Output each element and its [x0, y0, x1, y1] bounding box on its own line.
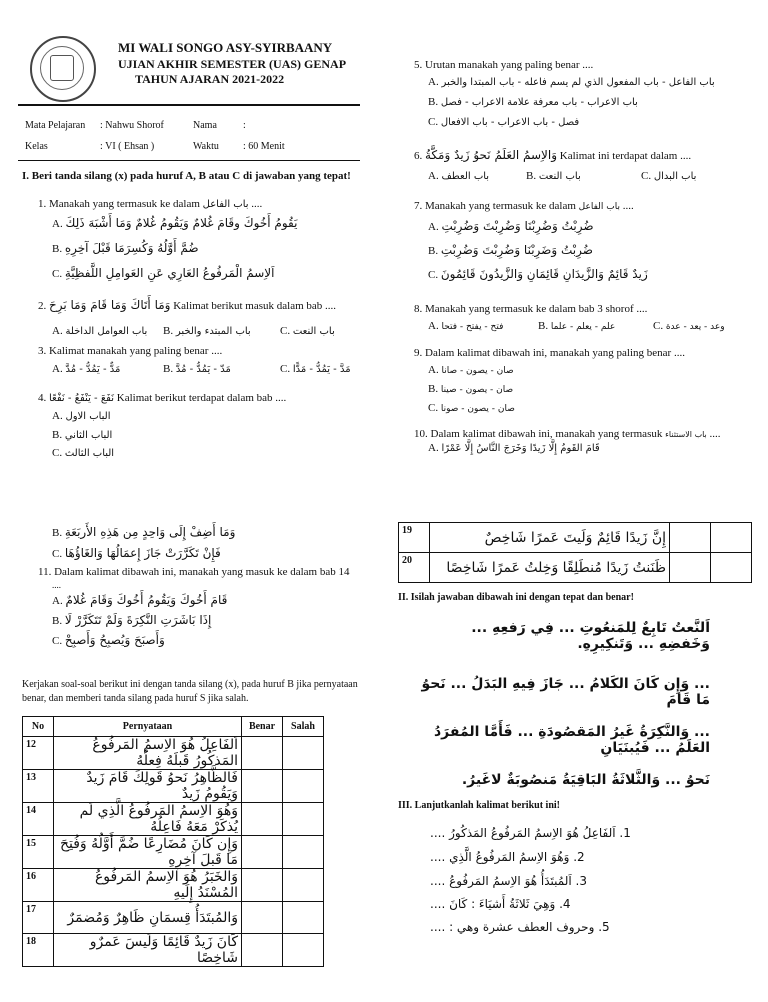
option-text: باب الاعراب - باب معرفة علامة الاعراب - فصل — [440, 97, 638, 108]
class-label: Kelas — [25, 141, 48, 152]
row-number: 12 — [23, 737, 54, 770]
option-text: زَيدٌ قَائِمٌ وَالزَّيدَانِ قَائِمَانِ وَالزَّيدُونَ قَائِمُونَ — [440, 267, 648, 281]
exam-title: UJIAN AKHIR SEMESTER (UAS) GENAP — [118, 57, 347, 71]
table-row — [23, 836, 324, 869]
question-number: 4. — [38, 392, 47, 404]
salah-cell[interactable] — [283, 869, 324, 902]
question-8: 8. Manakah yang termasuk ke dalam bab 3 shorof .... — [414, 303, 648, 315]
option-text: اَلاِسمُ الْمَرفُوعُ العَارِي عَنِ العَوامِلِ اللَّفظِيَّةِ — [64, 266, 275, 280]
table-row — [23, 869, 324, 902]
table-row — [23, 770, 324, 803]
question-number: 2. — [38, 300, 47, 312]
option-text: الباب الاول — [65, 411, 111, 422]
option-text: الباب الثالث — [64, 448, 115, 459]
question-5: 5. Urutan manakah yang paling benar .... — [414, 59, 594, 71]
section3-line-5: 5. وحروف العطف عشرة وهي : .... — [430, 920, 610, 934]
q1-option-c[interactable]: C. اَلاِسمُ الْمَرفُوعُ العَارِي عَنِ العَوامِلِ اللَّفظِيَّةِ — [52, 266, 275, 280]
q4-option-c[interactable]: C. الباب الثالث — [52, 447, 115, 459]
q7-option-c[interactable]: C. زَيدٌ قَائِمٌ وَالزَّيدَانِ قَائِمَانِ وَالزَّيدُونَ قَائِمُونَ — [428, 267, 648, 281]
section2-line-2: ... وَإِن كَانَ الكَلامُ ... جَازَ فِيهِ البَدَلُ ... نَحوُ مَا قَامَ — [421, 676, 710, 708]
q3-option-a[interactable]: A. مَدٌّ - يَمُدُّ - مُدَّ — [52, 363, 121, 375]
class-value: : VI ( Ehsan ) — [100, 141, 155, 152]
arabic-term: باب الفاعل — [578, 202, 620, 212]
question-text: 10. Dalam kalimat dibawah ini, manakah yang termasuk — [414, 428, 663, 440]
row-number: 17 — [23, 902, 54, 934]
option-text: مَدَّ - يَمُدُّ - مَدًّا — [292, 364, 351, 375]
q11-option-a[interactable]: A. قَامَ أَخُوكَ وَيَقُومُ أَخُوكَ وَقَامَ غُلامٌ — [52, 593, 228, 607]
table-row — [399, 523, 752, 553]
row-statement: وَهُوَ الاِسمُ المَرفُوعُ الَّذِي لَم يُذكَرْ مَعَهُ فَاعِلُهُ — [54, 803, 242, 836]
ellipsis: .... — [251, 198, 263, 210]
row-statement: كَانَ زَيدٌ قَائِمًا وَلَيسَ عَمرٌو شَاخِصًا — [54, 934, 242, 967]
q3-option-c[interactable]: C. مَدَّ - يَمُدُّ - مَدًّا — [280, 363, 351, 375]
row-statement: فَالظَّاهِرُ نَحوُ قَولِكَ قَامَ زَيدٌ وَيَقُومُ زَيدٌ — [54, 770, 242, 803]
row-statement: ظَنَنتُ زَيدًا مُنطَلِقًا وَخِلتُ عَمرًا شَاخِصًا — [430, 553, 670, 583]
subject-value: : Nahwu Shorof — [100, 120, 164, 131]
subject-label: Mata Pelajaran — [25, 120, 86, 131]
option-text: مَدٌّ - يَمُدُّ - مُدَّ — [65, 364, 121, 375]
row-number: 18 — [23, 934, 54, 967]
option-text: وَمَا أَضِفْ إِلَى وَاحِدٍ مِن هَذِهِ الأَربَعَةِ — [64, 525, 236, 539]
option-text: قَامَ القَومُ إِلَّا زَيدًا وَخَرَجَ النَّاسُ إِلَّا عَمْرًا — [441, 443, 600, 454]
option-text: مَدّ - يَمُدُّ - مُدَّ — [175, 364, 231, 375]
question-2 — [38, 298, 336, 312]
question-9: 9. Dalam kalimat dibawah ini, manakah yang paling benar .... — [414, 347, 685, 359]
q9-option-a[interactable]: A. صان - يصون - صانا — [428, 364, 514, 376]
row-statement: إِنَّ زَيدًا قَائِمٌ وَلَيتَ عَمرًا شَاخِصٌ — [430, 523, 670, 553]
option-text: باب العوامل الداخلة — [65, 326, 148, 337]
q8-option-c[interactable]: C. وعد - يعد - عدة — [653, 320, 725, 332]
question-number: 6. — [414, 150, 423, 162]
option-text: صان - يصون - صانا — [441, 366, 514, 376]
benar-cell[interactable] — [670, 553, 711, 583]
benar-cell[interactable] — [670, 523, 711, 553]
salah-cell[interactable] — [711, 553, 752, 583]
salah-cell[interactable] — [283, 737, 324, 770]
salah-cell[interactable] — [283, 902, 324, 934]
salah-cell[interactable] — [711, 523, 752, 553]
q11-option-c[interactable]: C. وَأَصبَحَ وَيُصبِحُ وَأَصبِحْ — [52, 633, 165, 647]
salah-cell[interactable] — [283, 803, 324, 836]
option-text: صان - يصون - صينا — [440, 385, 514, 395]
q8-option-a[interactable]: A. فتح - يفتح - فتحا — [428, 320, 504, 332]
table-row — [23, 902, 324, 934]
table-row — [399, 553, 752, 583]
question-11-ellipsis: .... — [52, 580, 61, 590]
arabic-phrase: وَمَا أَتَاكَ وَمَا قَامَ وَمَا بَرِحَ — [49, 298, 171, 312]
q1-option-b[interactable]: B. ضُمَّ أَوَّلُهُ وَكُسِرَمَا قَبْلَ آخِرِهِ — [52, 241, 199, 255]
section2-line-1: اَلنَّعتُ تَابِعٌ لِلمَنعُوتِ ... فِي رَفعِهِ ... وَخَفضِهِ ... وَتَنكِيرِهِ. — [471, 620, 710, 652]
school-year: TAHUN AJARAN 2021-2022 — [135, 72, 285, 86]
option-text: وَأَصبَحَ وَيُصبِحُ وَأَصبِحْ — [64, 633, 165, 647]
q11-option-b[interactable]: B. إِذَا بَاشَرَتِ النَّكِرَةَ وَلَمْ تَتَكَرَّرْ لَا — [52, 613, 212, 627]
question-text: Kalimat ini terdapat dalam .... — [559, 150, 692, 162]
benar-cell[interactable] — [242, 803, 283, 836]
q10-option-a[interactable]: A. قَامَ القَومُ إِلَّا زَيدًا وَخَرَجَ النَّاسُ إِلَّا عَمْرًا — [428, 442, 600, 454]
name-value: : — [243, 120, 246, 131]
question-7 — [414, 200, 634, 212]
section2-line-3: ... وَالنَّكِرَةُ غَيرُ المَقصُودَةِ ... فَأَمَّا المُفرَدُ العَلَمُ ... فَيُبنَيَانِ — [433, 724, 710, 756]
table-row — [23, 737, 324, 770]
row-statement: وَإِن كَانَ مُضَارِعًا ضُمَّ أَوَّلُهُ وَفُتِحَ مَا قَبلَ آخِرِهِ — [54, 836, 242, 869]
arabic-phrase: وَالاِسمُ العَلَمُ نَحوُ زَيدٌ وَمَكَّةُ — [425, 148, 558, 162]
q7-option-a[interactable]: A. ضُرِبْتُ وَضُرِبْنَا وَضُرِبْتَ وَضُرِبْتِ — [428, 219, 594, 233]
q7-option-b[interactable]: B. ضُرِبْتُ وَضَرِبْنَا وَضُرِبْتَ وَضُرِبْتِ — [428, 243, 593, 257]
true-false-table — [22, 716, 324, 967]
option-text: ضُرِبْتُ وَضَرِبْنَا وَضُرِبْتَ وَضُرِبْتِ — [440, 243, 593, 257]
logo-emblem-icon — [50, 55, 74, 81]
benar-cell[interactable] — [242, 770, 283, 803]
option-text: علم - يعلم - علما — [550, 322, 616, 332]
question-text: 1. Manakah yang termasuk ke dalam — [38, 198, 200, 210]
question-text: Kalimat berikut terdapat dalam bab .... — [116, 392, 287, 404]
option-text: فصل - باب الاعراب - باب الافعال — [440, 117, 580, 128]
q10-option-b[interactable]: B. وَمَا أَضِفْ إِلَى وَاحِدٍ مِن هَذِهِ الأَربَعَةِ — [52, 525, 236, 539]
q3-option-b[interactable]: B. مَدّ - يَمُدُّ - مُدَّ — [163, 363, 231, 375]
q8-option-b[interactable]: B. علم - يعلم - علما — [538, 320, 616, 332]
benar-cell[interactable] — [242, 836, 283, 869]
true-false-instruction: Kerjakan soal-soal berikut ini dengan tanda silang (x), pada huruf B jika pernyataan benar, dan memberi tanda silang pada huruf S jika salah. — [22, 679, 358, 704]
section1-heading: I. Beri tanda silang (x) pada huruf A, B atau C di jawaban yang tepat! — [22, 170, 351, 182]
true-false-table-continued — [398, 522, 752, 583]
name-label: Nama — [193, 120, 217, 131]
row-number: 16 — [23, 869, 54, 902]
question-6 — [414, 148, 691, 162]
section3-line-3: 3. اَلمُبتَدَأُ هُوَ الاِسمُ المَرفُوعُ .... — [430, 874, 587, 888]
arabic-term: باب الفاعل — [202, 199, 249, 210]
row-number: 20 — [399, 553, 430, 583]
q5-option-a[interactable]: A. باب الفاعل - باب المفعول الذي لم يسم فاعله - باب المبتدا والخبر — [428, 76, 715, 88]
q6-option-b[interactable]: B. باب النعت — [526, 170, 581, 182]
option-text: ضُرِبْتُ وَضُرِبْنَا وَضُرِبْتَ وَضُرِبْتِ — [441, 219, 594, 233]
question-text: Kalimat berikut masuk dalam bab .... — [173, 300, 337, 312]
section2-line-4: نَحوُ ... وَالثَّلاثَةُ البَاقِيَةُ مَنصُوبَةٌ لاغَيرُ. — [461, 772, 710, 788]
option-text: باب العطف — [441, 171, 490, 182]
q6-option-c[interactable]: C. باب البدال — [641, 170, 697, 182]
row-number: 15 — [23, 836, 54, 869]
col-statement: Pernyataan — [54, 717, 242, 737]
option-text: فتح - يفتح - فتحا — [441, 322, 504, 332]
school-logo — [30, 36, 96, 102]
option-text: باب الفاعل - باب المفعول الذي لم يسم فاعله - باب المبتدا والخبر — [441, 77, 715, 88]
benar-cell[interactable] — [242, 902, 283, 934]
section3-line-4: 4. وَهِيَ ثَلاثَةُ أَشيَاءَ : كَانَ .... — [430, 897, 571, 911]
section3-line-1: 1. اَلفَاعِلُ هُوَ الاِسمُ المَرفُوعُ المَذكُورُ .... — [430, 826, 631, 840]
question-4 — [38, 392, 286, 404]
question-10 — [414, 428, 721, 440]
row-statement: وَالخَبَرُ هُوَ الاِسمُ المَرفُوعُ المُسْنَدُ إِلَيهِ — [54, 869, 242, 902]
option-text: يَقُومُ أَخُوكَ وقَامَ غُلامٌ وَيَقُومُ غُلامٌ وَمَا أَشْبَهَ ذَلِكَ — [65, 216, 298, 230]
section3-line-2: 2. وَهُوَ الاِسمُ المَرفُوعُ الَّذِي .... — [430, 850, 585, 864]
option-text: باب النعت — [538, 171, 581, 182]
q5-option-c[interactable]: C. فصل - باب الاعراب - باب الافعال — [428, 116, 580, 128]
salah-cell[interactable] — [283, 836, 324, 869]
time-label: Waktu — [193, 141, 219, 152]
benar-cell[interactable] — [242, 737, 283, 770]
q2-option-a[interactable]: A. باب العوامل الداخلة — [52, 325, 148, 337]
row-number: 14 — [23, 803, 54, 836]
table-row — [23, 934, 324, 967]
q4-option-b[interactable]: B. الباب الثاني — [52, 429, 113, 441]
question-text: 7. Manakah yang termasuk ke dalam — [414, 200, 576, 212]
question-11: 11. Dalam kalimat dibawah ini, manakah yang masuk ke dalam bab 14 — [38, 566, 350, 578]
option-text: صان - يصون - صونا — [440, 404, 515, 414]
option-text: وعد - يعد - عدة — [665, 322, 725, 332]
q1-option-a[interactable]: A. يَقُومُ أَخُوكَ وقَامَ غُلامٌ وَيَقُومُ غُلامٌ وَمَا أَشْبَهَ ذَلِكَ — [52, 216, 298, 230]
col-benar: Benar — [242, 717, 283, 737]
option-text: الباب الثاني — [64, 430, 113, 441]
ellipsis: .... — [709, 428, 721, 440]
question-1 — [38, 198, 262, 210]
q9-option-c[interactable]: C. صان - يصون - صونا — [428, 402, 515, 414]
option-text: باب البدال — [653, 171, 697, 182]
option-text: باب المبتدء والخبر — [175, 326, 251, 337]
row-number: 13 — [23, 770, 54, 803]
col-salah: Salah — [283, 717, 324, 737]
ellipsis: .... — [622, 200, 634, 212]
time-value: : 60 Menit — [243, 141, 285, 152]
school-name: MI WALI SONGO ASY-SYIRBAANY — [118, 40, 333, 55]
question-3: 3. Kalimat manakah yang paling benar .... — [38, 345, 223, 357]
q9-option-b[interactable]: B. صان - يصون - صينا — [428, 383, 514, 395]
q4-option-a[interactable]: A. الباب الاول — [52, 410, 111, 422]
option-text: قَامَ أَخُوكَ وَيَقُومُ أَخُوكَ وَقَامَ غُلامٌ — [65, 593, 228, 607]
row-statement: وَالمُبتَدَأُ قِسمَانِ ظَاهِرٌ وَمُضمَرٌ — [54, 902, 242, 934]
benar-cell[interactable] — [242, 934, 283, 967]
q10-option-c[interactable]: C. فَإِنْ تَكَرَّرَتْ جَازَ إِعمَالُهَا وَالغَاؤُهَا — [52, 546, 221, 560]
option-text: فَإِنْ تَكَرَّرَتْ جَازَ إِعمَالُهَا وَالغَاؤُهَا — [64, 546, 221, 560]
q6-option-a[interactable]: A. باب العطف — [428, 170, 490, 182]
salah-cell[interactable] — [283, 934, 324, 967]
section2-heading: II. Isilah jawaban dibawah ini dengan tepat dan benar! — [398, 592, 634, 603]
salah-cell[interactable] — [283, 770, 324, 803]
meta-divider — [18, 160, 360, 161]
q2-option-c[interactable]: C. باب النعت — [280, 325, 335, 337]
option-text: ضُمَّ أَوَّلُهُ وَكُسِرَمَا قَبْلَ آخِرِهِ — [64, 241, 199, 255]
row-number: 19 — [399, 523, 430, 553]
row-statement: اَلفَاعِلُ هُوَ الاِسمُ المَرفُوعُ المَذكُورُ قَبلَهُ فِعلُهُ — [54, 737, 242, 770]
table-row — [23, 803, 324, 836]
col-no: No — [23, 717, 54, 737]
arabic-phrase: نَفَعَ - يَنْفَعُ - نَفْعًا — [49, 393, 114, 404]
q2-option-b[interactable]: B. باب المبتدء والخبر — [163, 325, 251, 337]
section3-heading: III. Lanjutkanlah kalimat berikut ini! — [398, 800, 560, 811]
option-text: باب النعت — [292, 326, 335, 337]
benar-cell[interactable] — [242, 869, 283, 902]
q5-option-b[interactable]: B. باب الاعراب - باب معرفة علامة الاعراب - فصل — [428, 96, 638, 108]
option-text: إِذَا بَاشَرَتِ النَّكِرَةَ وَلَمْ تَتَكَرَّرْ لَا — [64, 613, 212, 627]
arabic-term: باب الاستثناء — [665, 430, 707, 439]
header-divider — [18, 104, 360, 106]
